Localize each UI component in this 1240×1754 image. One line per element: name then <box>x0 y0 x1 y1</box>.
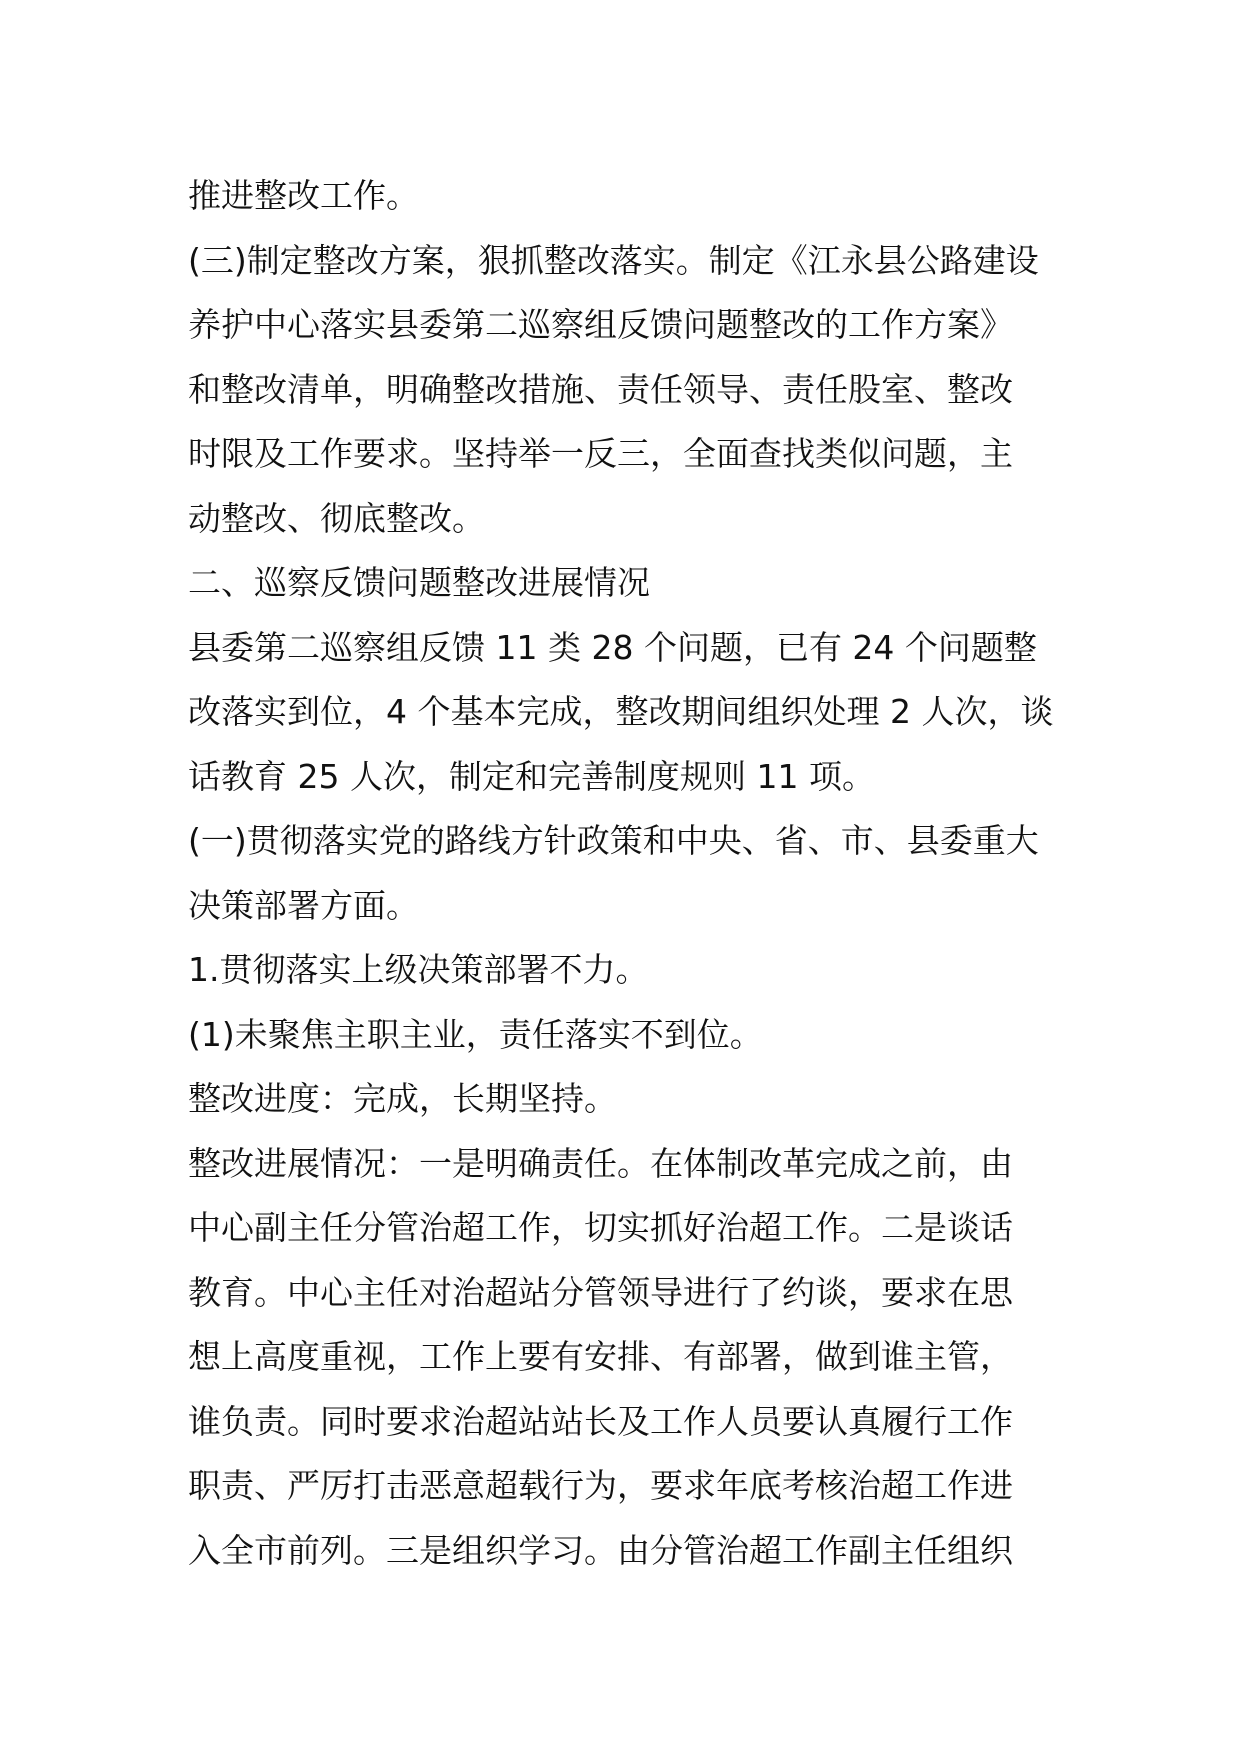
section-heading: (三)制定整改方案，狠抓整改落实。制定《江永县公路建设 <box>188 240 1039 280</box>
text-line: 入全市前列。三是组织学习。由分管治超工作副主任组织 <box>188 1530 1013 1570</box>
text-line: 县委第二巡察组反馈 11 类 28 个问题，已有 24 个问题整 <box>188 627 1037 667</box>
text-line: 整改进展情况：一是明确责任。在体制改革完成之前，由 <box>188 1143 1013 1183</box>
item-heading: 1.贯彻落实上级决策部署不力。 <box>188 950 649 989</box>
text-line: 中心副主任分管治超工作，切实抓好治超工作。二是谈话 <box>188 1208 1013 1247</box>
item-heading: (1)未聚焦主职主业，责任落实不到位。 <box>188 1014 763 1054</box>
text-line: 动整改、彻底整改。 <box>188 498 485 538</box>
section-heading: (一)贯彻落实党的路线方针政策和中央、省、市、县委重大 <box>188 821 1039 860</box>
text-line: 话教育 25 人次，制定和完善制度规则 11 项。 <box>188 756 875 796</box>
text-line: 改落实到位，4 个基本完成，整改期间组织处理 2 人次，谈 <box>188 692 1054 731</box>
text-line: 和整改清单，明确整改措施、责任领导、责任股室、整改 <box>188 369 1013 409</box>
document-body <box>188 164 1068 1583</box>
text-line: 养护中心落实县委第二巡察组反馈问题整改的工作方案》 <box>188 305 1013 344</box>
text-line: 职责、严厉打击恶意超载行为，要求年底考核治超工作进 <box>188 1466 1013 1505</box>
text-line: 教育。中心主任对治超站分管领导进行了约谈，要求在思 <box>188 1272 1013 1312</box>
text-line: 时限及工作要求。坚持举一反三，全面查找类似问题，主 <box>188 434 1013 473</box>
progress-line: 整改进度：完成，长期坚持。 <box>188 1079 617 1118</box>
text-line: 想上高度重视，工作上要有安排、有部署，做到谁主管， <box>188 1337 1013 1376</box>
text-line: 推进整改工作。 <box>188 176 419 215</box>
section-heading: 二、巡察反馈问题整改进展情况 <box>188 563 650 602</box>
text-line: 决策部署方面。 <box>188 885 419 925</box>
text-line: 谁负责。同时要求治超站站长及工作人员要认真履行工作 <box>188 1401 1013 1441</box>
